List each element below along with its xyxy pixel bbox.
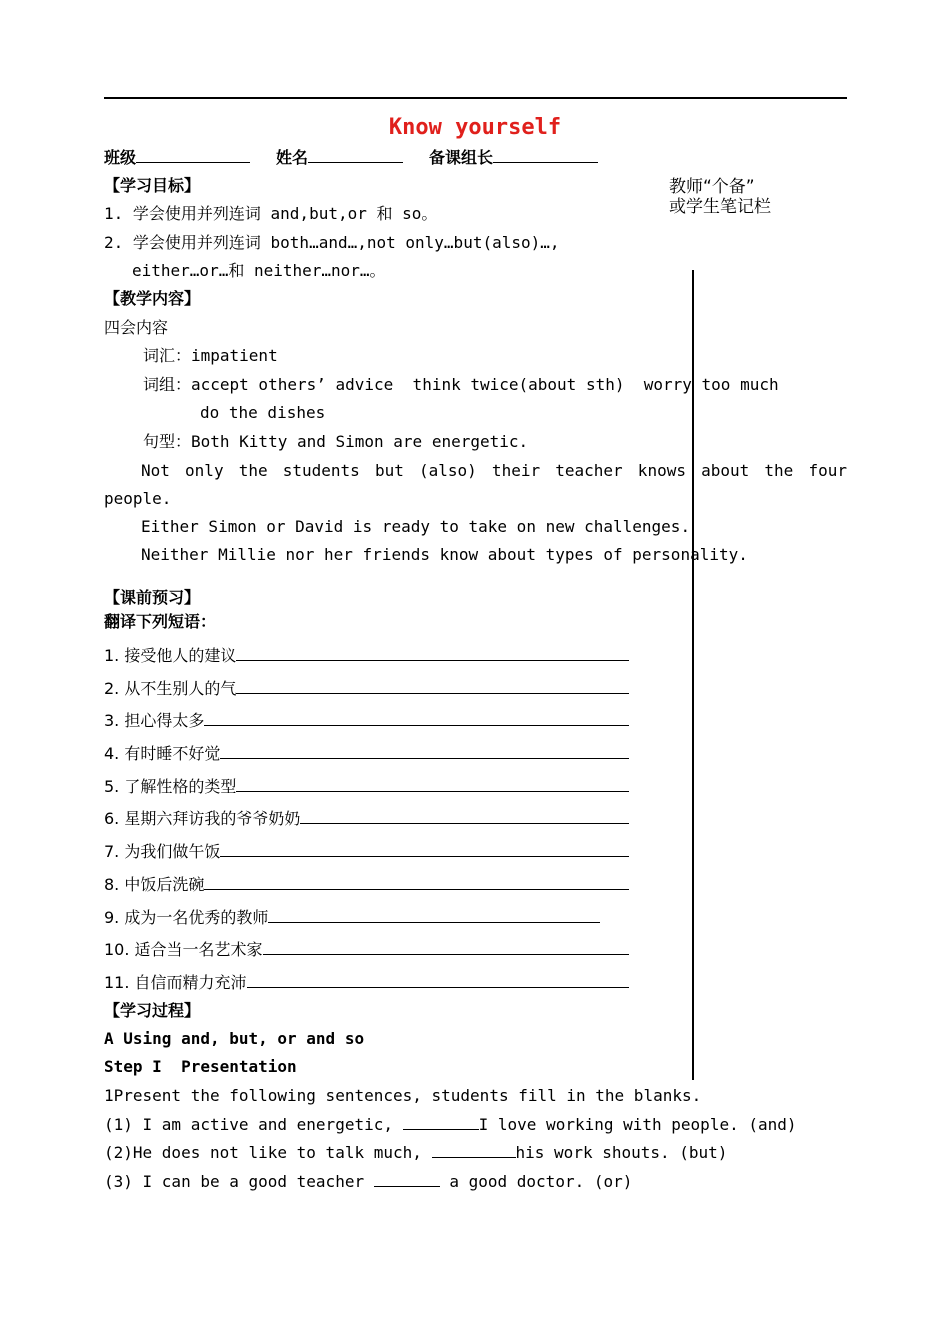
section-goals: 【学习目标】 xyxy=(104,176,201,195)
exercise-3-blank[interactable] xyxy=(374,1170,440,1187)
preview-item xyxy=(104,677,629,700)
preview-item-text: 6. 星期六拜访我的爷爷奶奶 xyxy=(104,809,301,828)
preview-item xyxy=(104,807,629,830)
preview-item-blank[interactable] xyxy=(204,873,629,890)
name-label: 姓名 xyxy=(276,148,309,167)
section-content: 【教学内容】 xyxy=(104,289,201,308)
exercise-1-blank[interactable] xyxy=(403,1113,479,1130)
preview-item-blank[interactable] xyxy=(236,644,629,661)
preview-item-text: 9. 成为一名优秀的教师 xyxy=(104,908,269,927)
part-a-heading: A Using and, but, or and so xyxy=(104,1029,365,1048)
preview-item-blank[interactable] xyxy=(236,775,629,792)
goal-item-2-line2: either…or…和 neither…nor…。 xyxy=(132,261,386,280)
preview-item xyxy=(104,709,629,732)
preview-item-text: 3. 担心得太多 xyxy=(104,711,205,730)
exercise-3-before: (3) I can be a good teacher xyxy=(104,1172,374,1191)
preview-item-text: 8. 中饭后洗碗 xyxy=(104,875,205,894)
section-process: 【学习过程】 xyxy=(104,1001,201,1020)
preview-item-text: 5. 了解性格的类型 xyxy=(104,777,237,796)
preview-item-blank[interactable] xyxy=(247,971,629,988)
section-preview: 【课前预习】 xyxy=(104,588,201,607)
exercise-2 xyxy=(104,1141,727,1164)
content-heading: 四会内容 xyxy=(104,318,169,337)
class-field xyxy=(104,146,250,169)
preview-instruction: 翻译下列短语： xyxy=(104,612,217,631)
preview-item xyxy=(104,742,629,765)
class-label: 班级 xyxy=(104,148,137,167)
class-blank xyxy=(136,146,250,163)
step1-heading: Step I Presentation xyxy=(104,1057,297,1076)
side-note-line2: 或学生笔记栏 xyxy=(669,197,771,217)
group-leader-label: 备课组长 xyxy=(429,148,494,167)
sentence-pattern-4: Neither Millie nor her friends know about types of personality. xyxy=(141,545,748,564)
preview-item-text: 10. 适合当一名艺术家 xyxy=(104,940,263,959)
preview-item-blank[interactable] xyxy=(300,807,629,824)
process-instruction: 1Present the following sentences, students fill in the blanks. xyxy=(104,1086,702,1105)
preview-item xyxy=(104,906,600,929)
preview-item-text: 7. 为我们做午饭 xyxy=(104,842,221,861)
sentence-pattern-2-cont: people. xyxy=(104,489,172,508)
preview-item-blank[interactable] xyxy=(268,906,600,923)
exercise-3 xyxy=(104,1170,632,1193)
preview-item-blank[interactable] xyxy=(204,709,629,726)
preview-item xyxy=(104,775,629,798)
sentence-pattern-3: Either Simon or David is ready to take on new challenges. xyxy=(141,517,691,536)
exercise-2-blank[interactable] xyxy=(432,1141,516,1158)
top-rule xyxy=(104,97,847,99)
vocab-line: 词汇：impatient xyxy=(143,346,278,365)
preview-item xyxy=(104,873,629,896)
preview-item-blank[interactable] xyxy=(220,840,629,857)
side-note-line1: 教师“个备” xyxy=(669,177,755,197)
exercise-2-after: his work shouts. (but) xyxy=(515,1143,728,1162)
preview-item-blank[interactable] xyxy=(220,742,629,759)
exercise-1-before: (1) I am active and energetic, xyxy=(104,1115,403,1134)
exercise-2-before: (2)He does not like to talk much, xyxy=(104,1143,432,1162)
preview-item-text: 4. 有时睡不好觉 xyxy=(104,744,221,763)
goal-item-2-line1: 2. 学会使用并列连词 both…and…,not only…but(also)…, xyxy=(104,233,560,252)
exercise-1-after: I love working with people. (and) xyxy=(478,1115,797,1134)
preview-item-text: 2. 从不生别人的气 xyxy=(104,679,237,698)
preview-item-text: 1. 接受他人的建议 xyxy=(104,646,237,665)
phrases-line2: do the dishes xyxy=(200,403,326,422)
preview-item xyxy=(104,644,629,667)
exercise-1 xyxy=(104,1113,797,1136)
phrases-line1: 词组：accept others’ advice think twice(about sth) worry too much xyxy=(143,375,779,394)
preview-item-blank[interactable] xyxy=(263,938,629,955)
preview-item-blank[interactable] xyxy=(236,677,629,694)
name-blank xyxy=(308,146,403,163)
exercise-3-after: a good doctor. (or) xyxy=(439,1172,633,1191)
page-title: Know yourself xyxy=(388,115,562,140)
group-leader-blank xyxy=(493,146,598,163)
preview-item xyxy=(104,840,629,863)
sentence-pattern-1: 句型：Both Kitty and Simon are energetic. xyxy=(143,432,529,451)
preview-item xyxy=(104,938,629,961)
group-leader-field xyxy=(429,146,598,169)
sentence-pattern-2: Not only the students but (also) their teacher knows about the four xyxy=(141,461,847,480)
name-field xyxy=(276,146,403,169)
preview-item xyxy=(104,971,629,994)
goal-item-1: 1. 学会使用并列连词 and,but,or 和 so。 xyxy=(104,204,438,223)
preview-item-text: 11. 自信而精力充沛 xyxy=(104,973,247,992)
